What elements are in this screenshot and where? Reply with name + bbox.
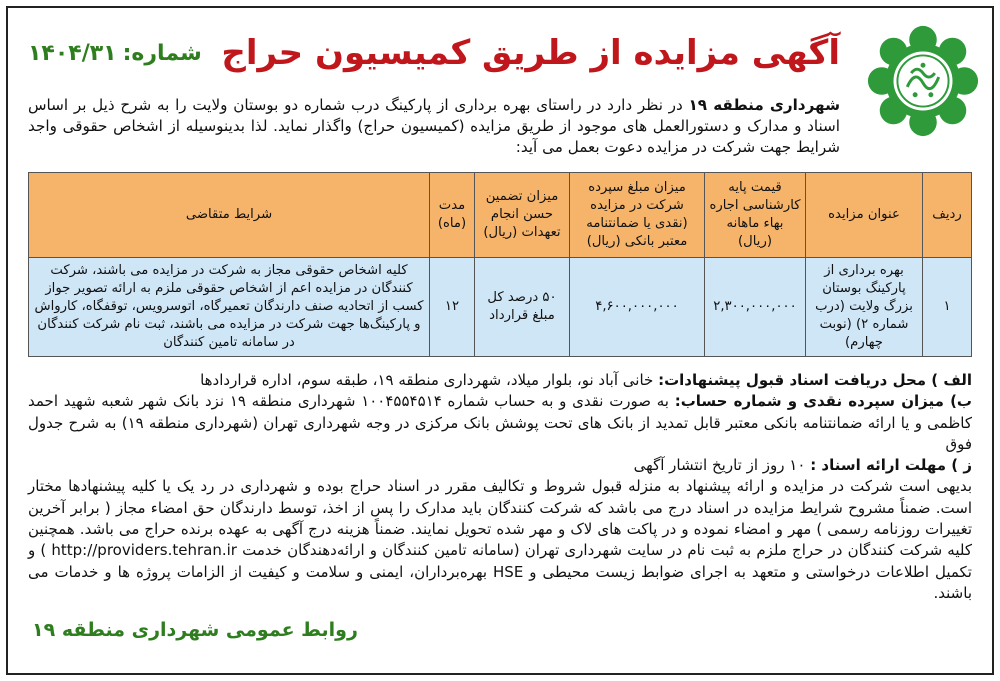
title-row — [28, 26, 840, 80]
item-b — [28, 391, 972, 455]
cell-deposit: ۴,۶۰۰,۰۰۰,۰۰۰ — [570, 258, 705, 357]
item-a — [28, 370, 972, 391]
notice-title: آگهی مزایده از طریق کمیسیون حراج — [221, 33, 840, 73]
cell-base-price: ۲,۳۰۰,۰۰۰,۰۰۰ — [705, 258, 806, 357]
intro-paragraph — [28, 95, 840, 158]
item-a-text: خانی آباد نو، بلوار میلاد، شهرداری منطقه ۱۹، طبقه سوم، اداره قراردادها — [200, 371, 659, 389]
table-header-row — [29, 173, 972, 258]
item-b-label: ب) میزان سپرده نقدی و شماره حساب: — [674, 392, 972, 411]
cell-conditions: کلیه اشخاص حقوقی مجاز به شرکت در مزایده می باشند، شرکت کنندگان در مزایده اعم از اشخاص حقوقی ملزم به ارائه تصویر جواز کسب از اتحادیه صنف دارندگان تعمیرگاه، اتوسرویس، توقفگاه، کارواش و پارکینگ‌ها جهت شرکت در مزایده می باشند، ثبت نام شرکت کنندگان در سامانه تامین کنندگان — [29, 258, 430, 357]
tehran-municipality-logo-icon — [864, 22, 982, 140]
header-row-number: ردیف — [923, 173, 972, 258]
item-a-label: الف ) محل دریافت اسناد قبول پیشنهادات: — [658, 371, 972, 389]
issuer-name: شهرداری منطقه ۱۹ — [688, 96, 841, 114]
general-text-2: ) و تکمیل اطلاعات درخواستی و متعهد به اجرای ضوابط زیست محیطی و HSE بهره‌برداران، ایمنی و سلامت و کیفیت از الزامات پروژه ها و خدمات می باشند. — [28, 541, 972, 602]
cell-row-number: ۱ — [923, 258, 972, 357]
header-deposit: میزان مبلغ سپرده شرکت در مزایده (نقدی یا ضمانتنامه معتبر بانکی (ریال) — [570, 173, 705, 258]
auction-table — [28, 172, 972, 357]
cell-subject: بهره برداری از پارکینگ بوستان بزرگ ولایت (درب شماره ۲) (نوبت چهارم) — [806, 258, 923, 357]
item-b-text: به صورت نقدی و به حساب شماره ۱۰۰۴۵۵۴۵۱۴ شهرداری منطقه ۱۹ نزد بانک شهر شعبه شهید احمد کاظمی و یا ارائه ضمانتنامه بانکی معتبر قابل تمدید از بانک های تحت پوشش بانک مرکزی در وجه شهرداری تهران (شهرداری منطقه ۱۹) به شرح جدول فوق — [28, 392, 972, 453]
item-c-label: ز ) مهلت ارائه اسناد : — [810, 456, 972, 475]
item-c-text: ۱۰ روز از تاریخ انتشار آگهی — [633, 456, 811, 475]
header-conditions: شرایط متقاضی — [29, 173, 430, 258]
header-guarantee: میزان تضمین حسن انجام تعهدات (ریال) — [475, 173, 570, 258]
notice-number — [28, 41, 202, 66]
notice-number-label: شماره: — [122, 40, 202, 66]
cell-guarantee: ۵۰ درصد کل مبلغ قرارداد — [475, 258, 570, 357]
cell-duration: ۱۲ — [430, 258, 475, 357]
notice-body — [28, 370, 972, 604]
intro-text: در نظر دارد در راستای بهره برداری از پارکینگ درب شماره دو بوستان ولایت را به شرح ذیل بر اساس اسناد و مدارک و دستورالعمل های موجود از طریق مزایده (کمیسیون حراج) واگذار نماید. لذا بدینوسیله از اشخاص حقوقی واجد شرایط جهت شرکت در مزایده دعوت بعمل می آید: — [28, 96, 840, 156]
table-row — [29, 258, 972, 357]
header-duration: مدت (ماه) — [430, 173, 475, 258]
header-base-price: قیمت پایه کارشناسی اجاره بهاء ماهانه (ریال) — [705, 173, 806, 258]
header-subject: عنوان مزایده — [806, 173, 923, 258]
public-relations-signature: روابط عمومی شهرداری منطقه ۱۹ — [32, 619, 358, 641]
notice-number-value: ۱۴۰۴/۳۱ — [28, 40, 117, 66]
item-c — [28, 455, 972, 476]
providers-link[interactable]: http://providers.tehran.ir — [51, 541, 237, 560]
general-text-1: بدیهی است شرکت در مزایده و ارائه پیشنهاد به منزله قبول شروط و تکالیف مقرر در اسناد حراج بوده و شهرداری در رد یک یا کلیه پیشنهادها مختار است. ضمناً مشروح شرایط مزایده در اسناد درج می باشد که شرکت کنندگان باید مدارک را پس از اخذ، توسط دارندگان حق امضاء مجاز ( برابر آخرین تغییرات روزنامه رسمی ) مهر و امضاء نموده و در پاکت های لاک و مهر شده تحویل نمایند. ضمناً هزینه درج آگهی به عهده برنده حراج می باشد. همچنین کلیه شرکت کنندگان در حراج ملزم به ثبت نام در سایت شهرداری تهران (سامانه تامین کنندگان و ارائه‌دهندگان خدمت — [28, 477, 972, 560]
general-conditions — [28, 476, 972, 604]
